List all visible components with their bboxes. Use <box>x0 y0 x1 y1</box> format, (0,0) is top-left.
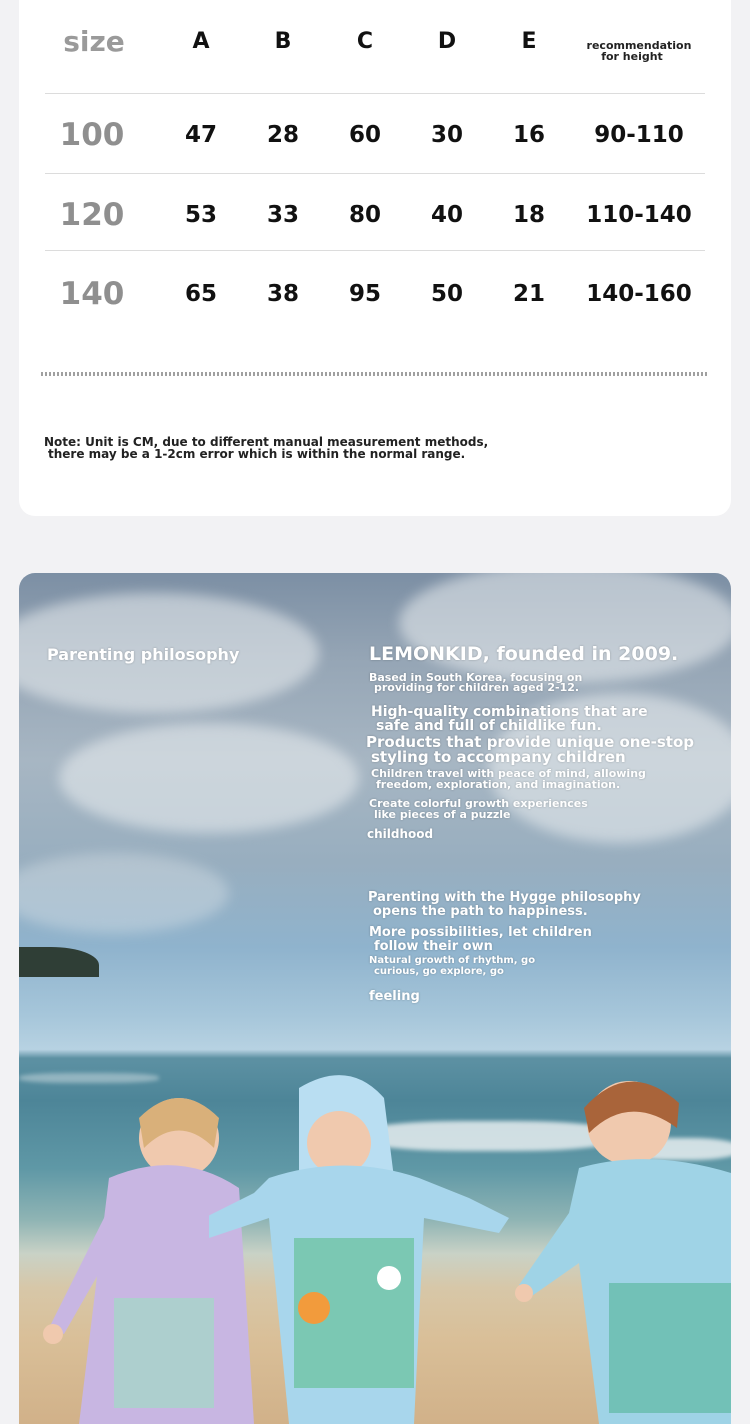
header-a: A <box>192 29 210 54</box>
philosophy-text <box>369 798 588 820</box>
row-height: 140-160 <box>586 281 692 307</box>
header-recommendation <box>579 40 699 62</box>
philosophy-text <box>371 768 646 790</box>
philosophy-text-line: Natural growth of rhythm, go <box>369 955 536 966</box>
cloud-shape <box>19 853 229 933</box>
row-size: 140 <box>59 276 125 312</box>
philosophy-text-line: safe and full of childlike fun. <box>376 718 602 734</box>
philosophy-text-line: opens the path to happiness. <box>373 904 588 919</box>
table-divider <box>45 173 705 174</box>
header-recommendation-line1: recommendation <box>586 39 692 52</box>
philosophy-text-line: like pieces of a puzzle <box>374 808 511 821</box>
header-b: B <box>274 29 292 54</box>
size-table-header <box>19 12 731 72</box>
philosophy-text <box>368 891 641 919</box>
philosophy-label: Parenting philosophy <box>47 645 240 664</box>
philosophy-text-line: curious, go explore, go <box>374 966 504 977</box>
philosophy-text <box>366 735 694 765</box>
table-row <box>19 185 731 245</box>
philosophy-text-line: providing for children aged 2-12. <box>374 681 580 694</box>
row-d: 50 <box>430 281 463 307</box>
philosophy-text-line: Parenting with the Hygge philosophy <box>368 890 641 905</box>
island-shape <box>19 947 99 977</box>
wavy-divider <box>41 372 709 376</box>
philosophy-text-line: Create colorful growth experiences <box>369 797 588 810</box>
header-e: E <box>521 29 537 54</box>
row-size: 100 <box>59 117 125 153</box>
philosophy-text <box>369 926 592 954</box>
brand-title: LEMONKID, founded in 2009. <box>369 643 679 665</box>
row-height: 110-140 <box>586 202 692 228</box>
row-c: 95 <box>348 281 381 307</box>
row-b: 33 <box>266 202 299 228</box>
child-blue-poncho-illustration <box>209 1068 509 1424</box>
philosophy-text: childhood <box>367 827 434 841</box>
header-d: D <box>437 29 457 54</box>
philosophy-text-line: Children travel with peace of mind, allowing <box>371 767 646 780</box>
table-row <box>19 105 731 165</box>
cloud-shape <box>399 573 731 683</box>
measurement-note <box>44 436 704 460</box>
row-e: 21 <box>512 281 545 307</box>
philosophy-text <box>369 955 535 977</box>
table-divider <box>45 93 705 94</box>
philosophy-text-line: follow their own <box>374 939 493 954</box>
philosophy-text: feeling <box>369 989 420 1004</box>
size-chart-card <box>19 0 731 516</box>
philosophy-text-line: Products that provide unique one-stop <box>366 733 695 751</box>
philosophy-text-line: freedom, exploration, and imagination. <box>376 778 621 791</box>
row-d: 40 <box>430 202 463 228</box>
note-line-1: Note: Unit is CM, due to different manual measurement methods, <box>44 435 489 449</box>
philosophy-text-line: High-quality combinations that are <box>371 704 648 720</box>
row-c: 80 <box>348 202 381 228</box>
row-size: 120 <box>59 197 125 233</box>
table-divider <box>45 250 705 251</box>
row-e: 16 <box>512 122 545 148</box>
header-c: C <box>356 29 374 54</box>
header-recommendation-line2: for height <box>601 50 663 63</box>
philosophy-text <box>369 673 582 693</box>
row-a: 47 <box>184 122 217 148</box>
child-right-poncho-illustration <box>499 1063 731 1424</box>
row-a: 53 <box>184 202 217 228</box>
table-row <box>19 264 731 324</box>
note-line-2: there may be a 1-2cm error which is within the normal range. <box>48 447 466 461</box>
philosophy-text-line: styling to accompany children <box>371 748 626 766</box>
row-b: 38 <box>266 281 299 307</box>
cloud-shape <box>59 723 359 833</box>
row-d: 30 <box>430 122 463 148</box>
row-height: 90-110 <box>594 122 684 148</box>
row-a: 65 <box>184 281 217 307</box>
philosophy-text-line: More possibilities, let children <box>369 925 592 940</box>
header-size: size <box>63 25 125 58</box>
philosophy-text <box>371 705 648 733</box>
row-c: 60 <box>348 122 381 148</box>
brand-photo-banner <box>19 573 731 1424</box>
row-e: 18 <box>512 202 545 228</box>
philosophy-text-line: Based in South Korea, focusing on <box>369 671 583 684</box>
row-b: 28 <box>266 122 299 148</box>
